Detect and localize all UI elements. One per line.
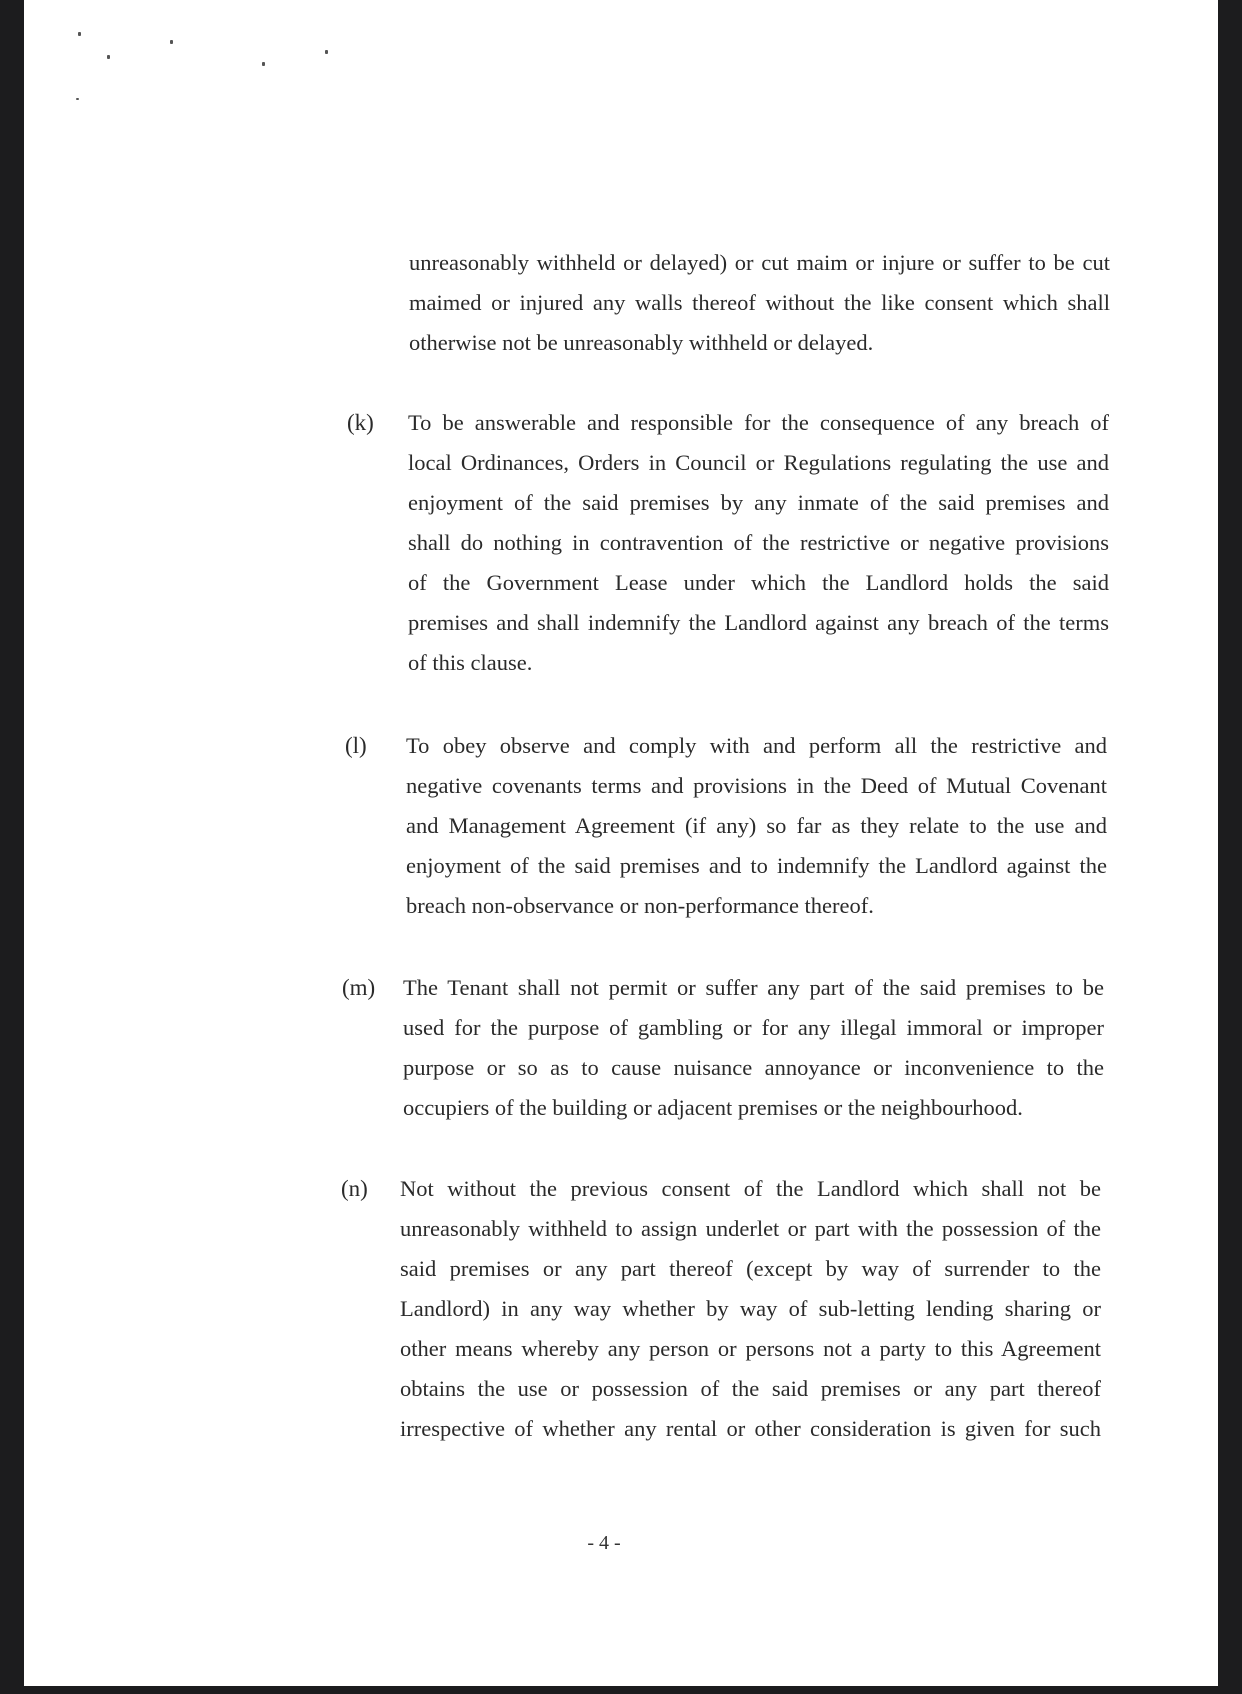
clause-label: (k): [347, 410, 374, 435]
clause-text: [403, 968, 1104, 1128]
text-line: premises and shall indemnify the Landlord against any breach of the terms: [408, 610, 1109, 635]
text-line: irrespective of whether any rental or other consideration is given for such: [400, 1416, 1101, 1441]
clause-label: (n): [341, 1176, 368, 1201]
text-line: purpose or so as to cause nuisance annoyance or inconvenience to the: [403, 1055, 1104, 1080]
clause-label: (m): [342, 975, 376, 1000]
text-line: used for the purpose of gambling or for any illegal immoral or improper: [403, 1015, 1104, 1040]
text-line: said premises or any part thereof (except by way of surrender to the: [400, 1256, 1101, 1281]
scan-speck: [78, 32, 81, 36]
text-line: obtains the use or possession of the said premises or any part thereof: [400, 1376, 1101, 1401]
scan-speck: [170, 40, 173, 44]
document-page: [24, 0, 1218, 1686]
text-line: unreasonably withheld or delayed) or cut maim or injure or suffer to be cut: [409, 250, 1110, 275]
scan-speck: [76, 98, 79, 100]
clause-text: [408, 403, 1109, 683]
text-line: The Tenant shall not permit or suffer any part of the said premises to be: [403, 975, 1104, 1000]
text-line: enjoyment of the said premises and to indemnify the Landlord against the: [406, 853, 1107, 878]
clause-label: (l): [345, 733, 367, 758]
text-line: To obey observe and comply with and perform all the restrictive and: [406, 733, 1107, 758]
clause-text: [406, 726, 1107, 926]
text-line: negative covenants terms and provisions in the Deed of Mutual Covenant: [406, 773, 1107, 798]
page-number: - 4 -: [587, 1532, 621, 1554]
clause-text: [409, 243, 1110, 363]
scan-speck: [325, 50, 328, 54]
text-line: other means whereby any person or persons not a party to this Agreement: [400, 1336, 1101, 1361]
text-line: unreasonably withheld to assign underlet or part with the possession of the: [400, 1216, 1101, 1241]
text-line: shall do nothing in contravention of the restrictive or negative provisions: [408, 530, 1109, 555]
text-line: breach non-observance or non-performance thereof.: [406, 893, 874, 918]
text-line: Not without the previous consent of the Landlord which shall not be: [400, 1176, 1101, 1201]
text-line: and Management Agreement (if any) so far as they relate to the use and: [406, 813, 1107, 838]
text-line: enjoyment of the said premises by any inmate of the said premises and: [408, 490, 1109, 515]
text-line: of the Government Lease under which the Landlord holds the said: [408, 570, 1109, 595]
text-line: occupiers of the building or adjacent premises or the neighbourhood.: [403, 1095, 1023, 1120]
scan-speck: [262, 62, 265, 66]
text-line: Landlord) in any way whether by way of sub-letting lending sharing or: [400, 1296, 1101, 1321]
text-line: maimed or injured any walls thereof without the like consent which shall: [409, 290, 1110, 315]
text-line: local Ordinances, Orders in Council or Regulations regulating the use and: [408, 450, 1109, 475]
scan-speck: [107, 55, 110, 59]
text-line: To be answerable and responsible for the consequence of any breach of: [408, 410, 1109, 435]
text-line: otherwise not be unreasonably withheld or delayed.: [409, 330, 874, 355]
clause-text: [400, 1169, 1101, 1449]
text-line: of this clause.: [408, 650, 533, 675]
